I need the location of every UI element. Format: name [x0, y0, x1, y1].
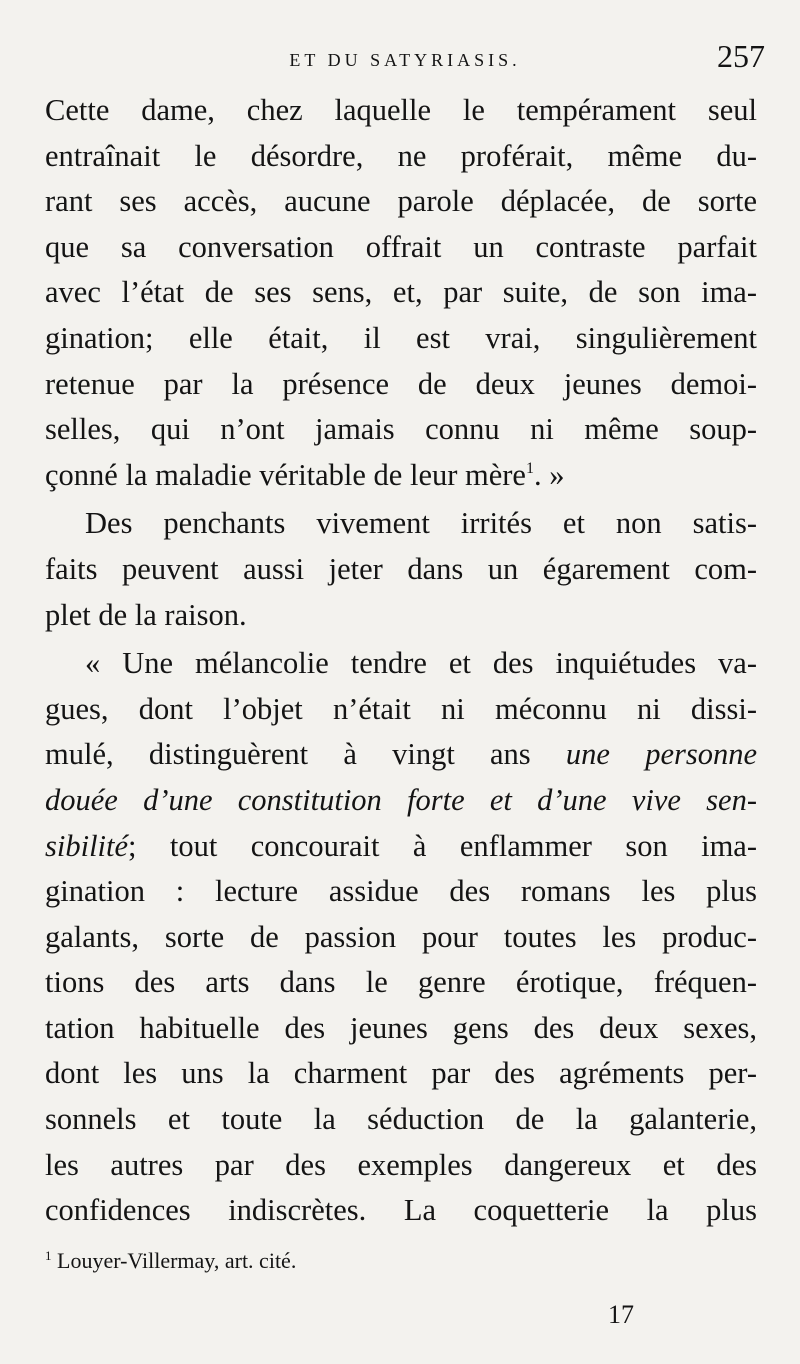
text-line: gination; elle était, il est vrai, singulièrement	[45, 320, 757, 355]
footnote-reference: 1	[525, 459, 534, 477]
text-line: dont les uns la charment par des agréments per-	[45, 1056, 757, 1091]
text-fragment: ; tout concourait à enflammer son ima-	[128, 828, 757, 863]
italic-fragment: une personne	[565, 737, 758, 772]
text-line: tions des arts dans le genre érotique, fréquen-	[45, 965, 757, 1000]
italic-fragment: douée d’une constitution forte et d’une vive sen-	[45, 782, 757, 817]
footnotes	[45, 1248, 757, 1274]
text-line: sonnels et toute la séduction de la galanterie,	[45, 1102, 757, 1137]
text-line: Cette dame, chez laquelle le tempérament seul	[45, 93, 757, 127]
quote-close: . »	[533, 457, 565, 492]
page-header	[45, 38, 765, 88]
text-line	[45, 778, 757, 824]
text-fragment: mulé, distinguèrent à vingt ans	[45, 737, 531, 772]
text-line: faits peuvent aussi jeter dans un égarement com-	[45, 551, 757, 586]
text-line: retenue par la présence de deux jeunes demoi-	[45, 366, 757, 401]
text-line: galants, sorte de passion pour toutes les produc-	[45, 919, 757, 954]
text-line: les autres par des exemples dangereux et des	[45, 1147, 757, 1182]
text-line: « Une mélancolie tendre et des inquiétudes va-	[85, 646, 757, 681]
footnote	[45, 1248, 757, 1274]
text-line: que sa conversation offrait un contraste parfait	[45, 229, 757, 264]
signature-mark: 17	[608, 1300, 634, 1329]
body-text	[45, 88, 757, 1234]
text-line	[45, 453, 757, 499]
text-line: plet de la raison.	[45, 597, 247, 632]
text-line: tation habituelle des jeunes gens des deux sexes,	[45, 1010, 757, 1045]
text-line: rant ses accès, aucune parole déplacée, de sorte	[45, 184, 757, 219]
text-fragment: çonné la maladie véritable de leur mère	[45, 457, 526, 492]
text-line: gues, dont l’objet n’était ni méconnu ni dissi-	[45, 691, 757, 726]
footnote-text: Louyer-Villermay, art. cité.	[57, 1248, 297, 1273]
running-head: ET DU SATYRIASIS.	[289, 50, 521, 70]
text-line	[45, 732, 757, 778]
text-line: Des penchants vivement irrités et non satis-	[85, 506, 757, 541]
text-line: entraînait le désordre, ne proférait, même du-	[45, 138, 757, 173]
page-number: 257	[717, 38, 765, 74]
footnote-marker: 1	[45, 1248, 52, 1263]
text-line	[45, 824, 757, 870]
text-line: confidences indiscrètes. La coquetterie la plus	[45, 1193, 757, 1228]
text-line: selles, qui n’ont jamais connu ni même soup-	[45, 412, 757, 447]
text-line: avec l’état de ses sens, et, par suite, de son ima-	[45, 275, 757, 310]
italic-fragment: sibilité	[45, 828, 129, 863]
text-line: gination : lecture assidue des romans les plus	[45, 874, 757, 909]
